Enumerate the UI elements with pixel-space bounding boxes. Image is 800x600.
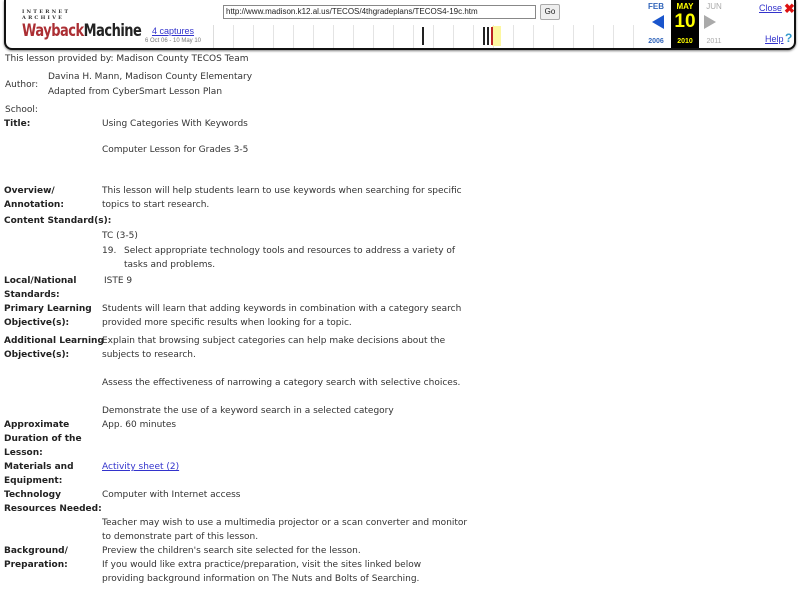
wayback-machine-wordmark: WaybackMachine: [22, 21, 142, 42]
capture-sparkline[interactable]: [213, 25, 639, 48]
primary-objective-label-1: Primary Learning: [4, 304, 92, 314]
background-label-1: Background/: [4, 546, 68, 556]
additional-objective-line-2: subjects to research.: [102, 350, 196, 360]
school-label: School:: [5, 105, 38, 115]
technology-line-2: Teacher may wish to use a multimedia projector or a scan converter and monitor: [102, 518, 468, 528]
current-capture: [671, 0, 699, 48]
content-standard-number: 19.: [102, 246, 117, 256]
date-navigator: [642, 0, 732, 48]
duration-label-2: Duration of the: [4, 434, 82, 444]
technology-line-3: to demonstrate part of this lesson.: [102, 532, 259, 542]
current-capture-highlight: [492, 26, 501, 46]
activity-sheet-link[interactable]: Activity sheet (2): [102, 462, 180, 472]
current-year: 2010: [677, 38, 693, 45]
technology-label-1: Technology: [4, 490, 61, 500]
next-month: JUN: [706, 2, 722, 11]
duration-label-1: Approximate: [4, 420, 70, 430]
additional-objective-label-1: Additional Learning: [4, 336, 104, 346]
prev-year: 2006: [648, 38, 664, 45]
author-line-2: Adapted from CyberSmart Lesson Plan: [48, 87, 223, 97]
content-standard-label: Content Standard(s):: [4, 216, 112, 226]
subtitle-value: Computer Lesson for Grades 3-5: [102, 145, 249, 155]
author-line-1: Davina H. Mann, Madison County Elementary: [48, 72, 253, 82]
next-year: 2011: [706, 38, 722, 45]
close-link[interactable]: Close: [759, 3, 783, 13]
primary-objective-line-2: provided more specific results when looking for a topic.: [102, 318, 352, 328]
next-capture: [700, 0, 728, 48]
arrow-right-icon: [704, 15, 716, 29]
prev-capture[interactable]: [642, 0, 670, 48]
go-button[interactable]: Go: [540, 4, 560, 20]
wayback-logo[interactable]: [22, 9, 142, 42]
capture-bar[interactable]: [487, 27, 489, 45]
overview-label-1: Overview/: [4, 186, 55, 196]
captures-link[interactable]: 4 captures: [151, 26, 195, 36]
current-day: 10: [674, 11, 696, 32]
background-label-2: Preparation:: [4, 560, 68, 570]
overview-line-2: topics to start research.: [102, 200, 210, 210]
content-standard-line-1: Select appropriate technology tools and resources to address a variety of: [124, 246, 456, 256]
capture-bar[interactable]: [422, 27, 424, 45]
primary-objective-label-2: Objective(s):: [4, 318, 70, 328]
overview-line-1: This lesson will help students learn to use keywords when searching for specific: [102, 186, 462, 196]
provided-by: This lesson provided by: Madison County TECOS Team: [5, 54, 249, 64]
overview-label-2: Annotation:: [4, 200, 64, 210]
author-label: Author:: [5, 80, 39, 90]
technology-label-2: Resources Needed:: [4, 504, 102, 514]
title-value: Using Categories With Keywords: [102, 119, 248, 129]
materials-label-2: Equipment:: [4, 476, 63, 486]
close-icon[interactable]: ✖: [784, 1, 795, 16]
local-standards-value: ISTE 9: [104, 276, 133, 286]
primary-objective-line-1: Students will learn that adding keywords in combination with a category search: [102, 304, 462, 314]
current-month: MAY: [676, 2, 694, 11]
local-standards-label-1: Local/National: [4, 276, 77, 286]
captures-range: 6 Oct 06 - 10 May 10: [144, 38, 202, 44]
url-input[interactable]: http://www.madison.k12.al.us/TECOS/4thgradeplans/TECOS4-19c.htm: [223, 5, 536, 19]
additional-objective-label-2: Objective(s):: [4, 350, 70, 360]
internet-archive-text: INTERNET ARCHIVE: [22, 9, 71, 21]
wayback-toolbar: [4, 0, 796, 50]
duration-label-3: Lesson:: [4, 448, 43, 458]
background-line-3: providing background information on The Nuts and Bolts of Searching.: [102, 574, 420, 584]
additional-objective-line-3: Assess the effectiveness of narrowing a category search with selective choices.: [102, 378, 461, 388]
capture-bar[interactable]: [483, 27, 485, 45]
duration-value: App. 60 minutes: [102, 420, 177, 430]
help-icon[interactable]: ?: [785, 31, 793, 45]
prev-month: FEB: [648, 2, 664, 11]
background-line-2: If you would like extra practice/preparation, visit the sites linked below: [102, 560, 422, 570]
local-standards-label-2: Standards:: [4, 290, 60, 300]
arrow-left-icon[interactable]: [652, 15, 664, 29]
additional-objective-line-4: Demonstrate the use of a keyword search in a selected category: [102, 406, 394, 416]
content-standard-line-2: tasks and problems.: [124, 260, 216, 270]
background-line-1: Preview the children's search site selected for the lesson.: [102, 546, 361, 556]
captures-info: [134, 26, 212, 44]
capture-bar-current[interactable]: [491, 27, 493, 45]
help-link[interactable]: Help: [765, 34, 784, 44]
content-standard-code: TC (3-5): [102, 231, 138, 241]
technology-line-1: Computer with Internet access: [102, 490, 241, 500]
title-label: Title:: [4, 119, 31, 129]
materials-label-1: Materials and: [4, 462, 74, 472]
additional-objective-line-1: Explain that browsing subject categories can help make decisions about the: [102, 336, 446, 346]
